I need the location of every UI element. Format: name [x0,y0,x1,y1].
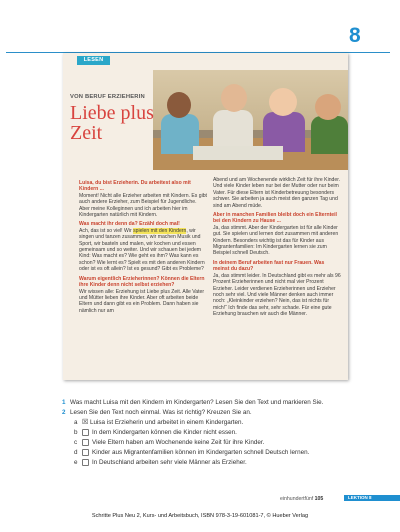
checked-box-icon[interactable]: ☒ [82,419,89,426]
highlighted-phrase: spielen mit den Kindern [133,227,187,234]
task-1-number: 1 [62,399,66,406]
article-column-right [213,177,341,318]
interview-answer: Ach, das ist so viel! Wir spielen mit den Kindern, wir singen und tanzen zusammen, wir machen Musik und Sport, wir basteln und malen, wir kochen und essen gemeinsam und so weiter. Und wir schauen bei jedem Kind: Was macht es? Wie geht es ihm? Was kann es schon? Wie lernt es? Spielt es mit den anderen Kindern oder ist es oft allein? Ist es gesund? Gibt es Probleme? [79,227,205,273]
interview-question: Warum eigentlich Erzieherinnen? Können die Eltern ihre Kinder denn nicht selbst erziehen? [79,275,205,289]
item-letter: e [74,459,78,466]
interview-answer: Moment! Nicht alle Erzieher arbeiten mit Kindern. Es gibt auch andere Erzieher, zum Beispiel für Jugendliche. Aber meine Kolleginnen und ich arbeiten hier im Kindergarten natürlich mit Kindern. [79,192,207,219]
checkbox[interactable] [82,459,89,466]
item-text: Viele Eltern haben am Wochenende keine Zeit für ihre Kinder. [92,439,265,446]
task-2-number: 2 [62,409,66,416]
article-kicker: VON BERUF ERZIEHERIN [70,94,145,100]
item-text: In dem Kindergarten können die Kinder nicht essen. [92,429,237,436]
checkbox[interactable] [82,429,89,436]
task-1-text: Was macht Luisa mit den Kindern im Kindergarten? Lesen Sie den Text und markieren Sie. [70,399,324,406]
task-item [62,438,392,448]
lesen-tag: LESEN [77,56,110,65]
interview-answer: Ja, das stimmt leider. In Deutschland gibt es mehr als 96 Prozent Erzieherinnen und nicht mal vier Prozent Erzieher. Leider verdienen Erzieherinnen und Erzieher noch sehr viel. Und viele Männer denken auch immer noch: „Kleinkinder erziehen? Nein, das ist nichts für mich!“ Ich finde das sehr, sehr schade. Für eine gute Erziehung brauchen wir auch die Männer. [213,272,341,318]
interview-question: Was macht ihr denn da? Erzähl doch mal! [79,221,180,228]
item-text: Luisa ist Erzieherin und arbeitet in einem Kindergarten. [90,419,244,426]
item-letter: c [74,439,78,446]
item-text: Kinder aus Migrantenfamilien können im Kindergarten schnell Deutsch lernen. [92,449,310,456]
item-text: In Deutschland arbeiten sehr viele Männer als Erzieher. [92,459,247,466]
item-letter: b [74,429,78,436]
article-title: Liebe plus Zeit [70,102,154,144]
article-card [63,53,348,380]
task-item [62,418,392,428]
task-item [62,458,392,468]
article-column-left [79,177,207,314]
task-2 [62,408,392,418]
interview-question: In deinem Beruf arbeiten fast nur Frauen. Was meinst du dazu? [213,259,325,273]
article-photo [153,70,348,170]
interview-question: Aber in manchen Familien bleibt doch ein Elternteil bei den Kindern zu Hause ... [213,212,337,225]
task-section [62,398,392,468]
checkbox[interactable] [82,449,89,456]
item-letter: a [74,419,78,426]
bibliographic-line: Schritte Plus Neu 2, Kurs- und Arbeitsbuch, ISBN 978-3-19-601081-7, © Hueber Verlag [91,513,309,519]
task-2-items [62,418,392,468]
interview-question: Luisa, du bist Erzieherin. Du arbeitest also mit Kindern ... [79,180,191,193]
lektion-badge: LEKTION 8 [344,495,400,501]
task-2-text: Lesen Sie den Text noch einmal. Was ist richtig? Kreuzen Sie an. [70,409,252,416]
task-item [62,428,392,438]
page-number: 105 [314,496,324,502]
task-item [62,448,392,458]
task-1 [62,398,392,408]
page-word: einhundertfünf [280,496,314,502]
item-letter: d [74,449,78,456]
checkbox[interactable] [82,439,89,446]
chapter-number: 8 [349,24,361,47]
page-footer [280,496,323,502]
interview-answer: Abend und am Wochenende wirklich Zeit für ihre Kinder. Und viele Kinder leben nur bei der Mutter oder nur beim Vater. Für diese Eltern ist Kinderbetreuung besonders schwer. Sie arbeiten ja auch meist den ganzen Tag und sind am Abend müde. [213,177,341,209]
interview-answer: Wir wissen alle: Erziehung ist Liebe plus Zeit. Alle Vater und Mütter lieben ihre Kinder. Aber oft arbeiten beide Eltern und dann gibt es ein Problem. Dann haben sie nämlich nur am [79,288,205,314]
interview-answer: Ja, das stimmt. Aber der Kindergarten ist für alle Kinder gut. Sie spielen und lernen dort zusammen mit anderen Kindern. Besonders wichtig ist das für Kinder aus Migrantenfamilien: Im Kindergarten lernen sie zum Beispiel schnell Deutsch. [213,224,339,257]
